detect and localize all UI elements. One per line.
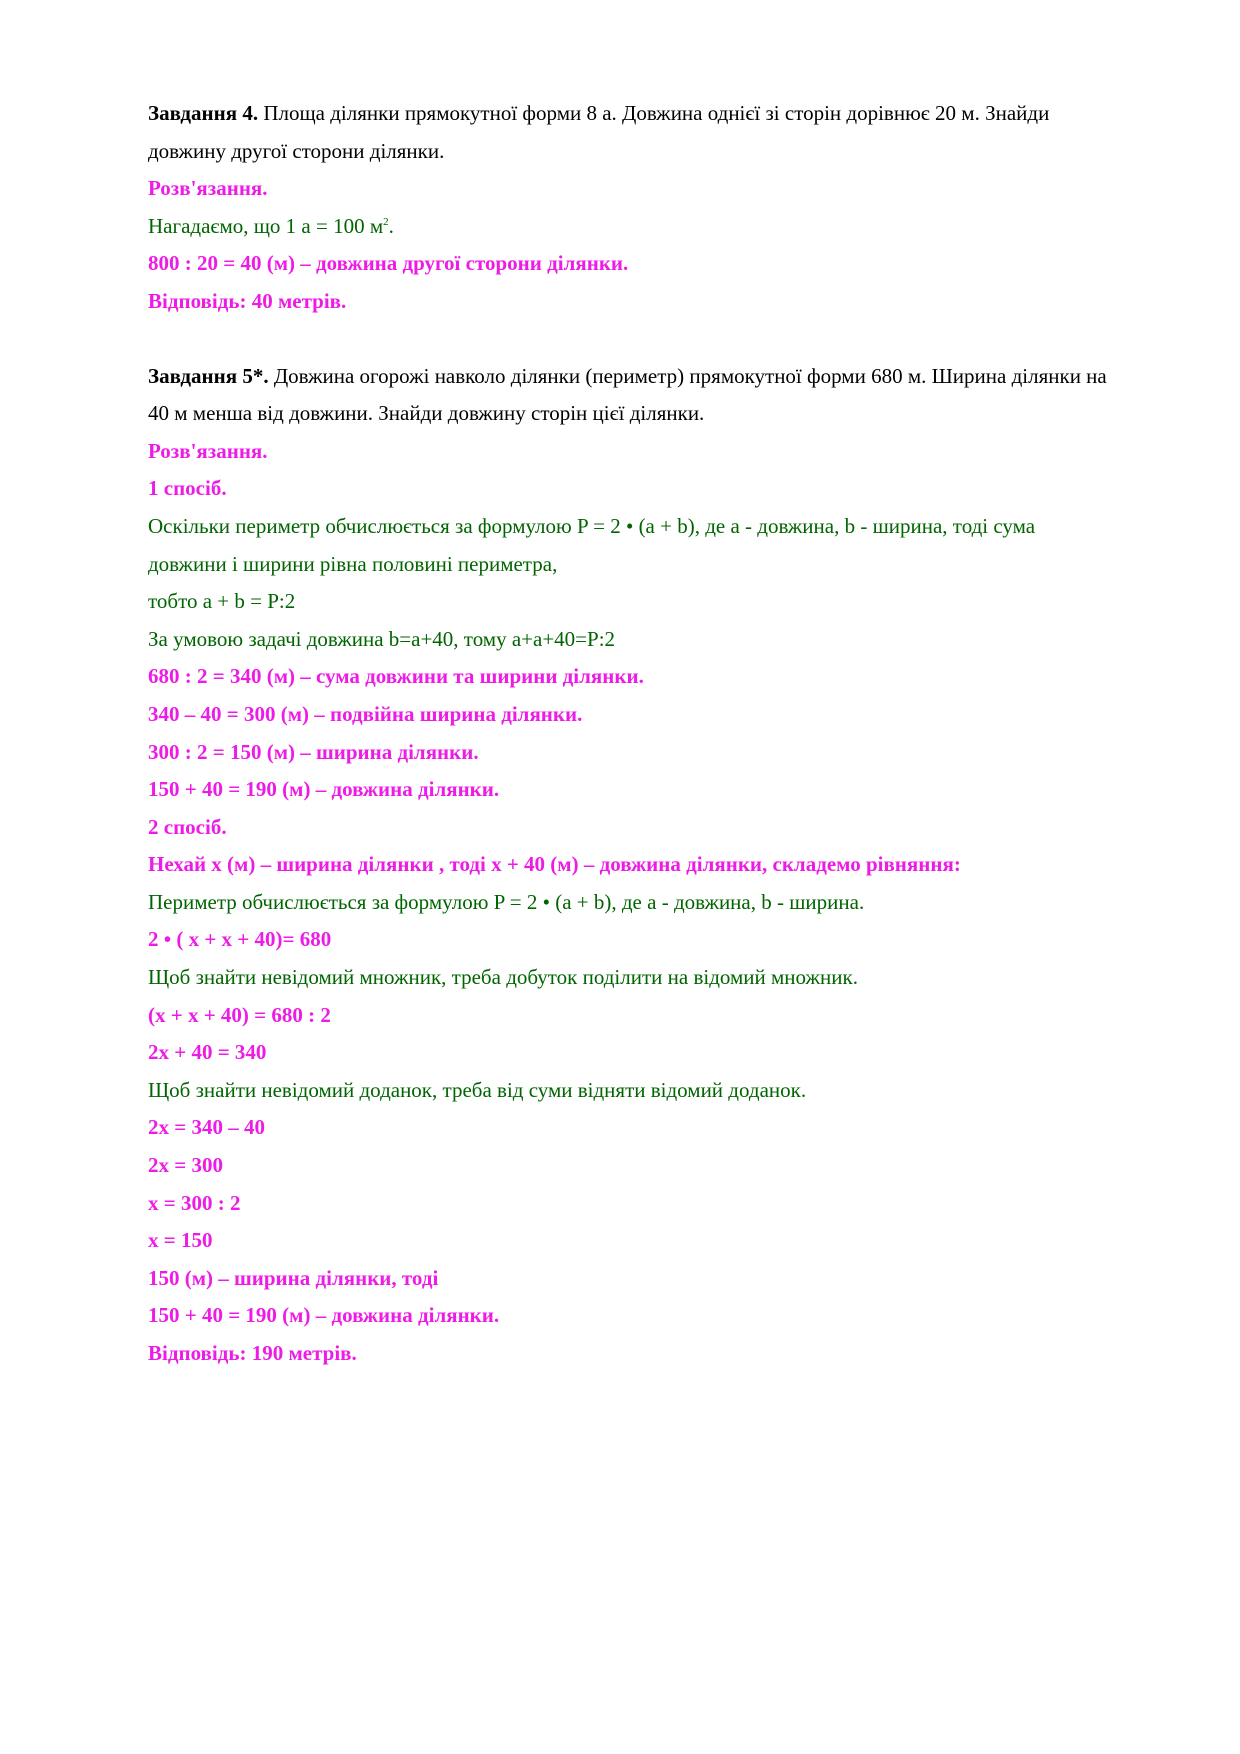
method1-step: 150 + 40 = 190 (м) – довжина ділянки.: [148, 777, 500, 802]
task5-answer: Відповідь: 190 метрів.: [148, 1341, 357, 1365]
task4-step1: 800 : 20 = 40 (м) – довжина другої сторони ділянки.: [148, 251, 629, 276]
task4-text-line2: довжину другої сторони ділянки.: [148, 138, 445, 163]
task4-reminder-text: Нагадаємо, що 1 а = 100 м: [148, 213, 384, 238]
method2-equation: х = 150: [148, 1228, 213, 1253]
method1-step: 340 – 40 = 300 (м) – подвійна ширина ділянки.: [148, 701, 583, 726]
method2-equation: х = 300 : 2: [148, 1190, 241, 1215]
method2-equation: 2 • ( х + х + 40)= 680: [148, 927, 332, 952]
task5-statement-line1: [148, 358, 1158, 396]
document-page: [148, 95, 1158, 1373]
task4-heading: Завдання 4.: [148, 101, 259, 125]
task4-text-line1: Площа ділянки прямокутної форми 8 а. Довжина однієї зі сторін дорівнює 20 м. Знайди: [258, 101, 1050, 125]
task5-solution-label: Розв'язання.: [148, 438, 268, 463]
method2-label: 2 спосіб.: [148, 814, 227, 839]
task4-solution-label: Розв'язання.: [148, 176, 268, 201]
method2-equation: 2х + 40 = 340: [148, 1040, 267, 1065]
method1-label: 1 спосіб.: [148, 476, 227, 501]
section-gap: [148, 321, 1158, 358]
method1-step: 680 : 2 = 340 (м) – сума довжини та ширини ділянки.: [148, 664, 644, 689]
method2-result: 150 (м) – ширина ділянки, тоді: [148, 1265, 439, 1290]
method2-rule: Щоб знайти невідомий множник, треба добуток поділити на відомий множник.: [148, 965, 858, 990]
task4-reminder: [148, 208, 1158, 246]
method2-let: Нехай х (м) – ширина ділянки , тоді х + 40 (м) – довжина ділянки, складемо рівняння:: [148, 852, 961, 877]
method2-formula: Периметр обчислюється за формулою P = 2 • (a + b), де a - довжина, b - ширина.: [148, 889, 865, 914]
task5-text-line1: Довжина огорожі навколо ділянки (периметр) прямокутної форми 680 м. Ширина ділянки на: [268, 363, 1107, 388]
method2-equation: (х + х + 40) = 680 : 2: [148, 1002, 331, 1027]
task4-reminder-end: .: [388, 213, 394, 238]
method2-rule: Щоб знайти невідомий доданок, треба від суми відняти відомий доданок.: [148, 1077, 807, 1102]
task5-heading: Завдання 5*.: [148, 363, 269, 388]
method2-result: 150 + 40 = 190 (м) – довжина ділянки.: [148, 1303, 500, 1328]
method1-step: 300 : 2 = 150 (м) – ширина ділянки.: [148, 739, 479, 764]
method1-explanation-line3: тобто a + b = P:2: [148, 589, 296, 614]
task4-answer: Відповідь: 40 метрів.: [148, 288, 347, 313]
task5-text-line2: 40 м менша від довжини. Знайди довжину сторін цієї ділянки.: [148, 401, 705, 426]
task4-statement-line1: [148, 95, 1158, 133]
method2-equation: 2х = 300: [148, 1153, 223, 1178]
method1-explanation-line1: Оскільки периметр обчислюється за формулою P = 2 • (a + b), де a - довжина, b - ширина, тоді сума: [148, 513, 1036, 538]
task4-reminder-sup: 2: [383, 215, 389, 228]
method1-explanation-line4: За умовою задачі довжина b=a+40, тому a+a+40=P:2: [148, 626, 616, 651]
method2-equation: 2х = 340 – 40: [148, 1115, 265, 1140]
method1-explanation-line2: довжини і ширини рівна половині периметра,: [148, 551, 558, 576]
